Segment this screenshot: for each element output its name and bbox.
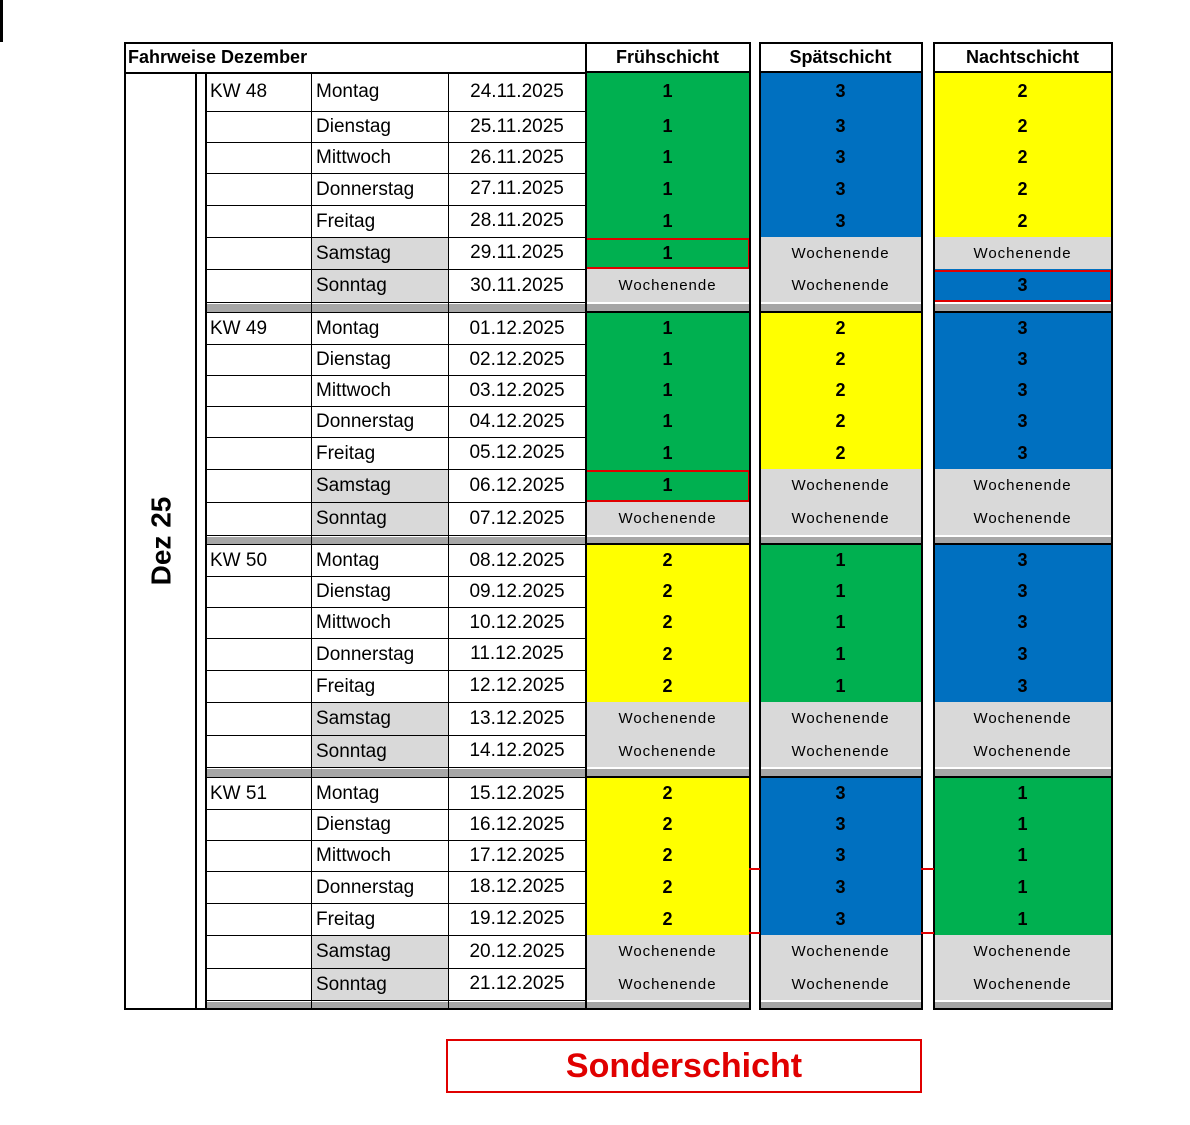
date-cell: 28.11.2025 [470,210,564,231]
weekday-name: Sonntag [312,503,448,535]
special-mark [749,932,760,934]
weekday-name: Sonntag [312,270,448,302]
shift-team: 2 [586,638,749,670]
date-cell: 15.12.2025 [469,782,565,804]
date-cell: 25.11.2025 [470,115,564,137]
kw-label: KW 48 [210,80,268,102]
shift-team: 3 [934,269,1111,302]
shift-team: 1 [760,638,921,670]
shift-team: 3 [934,670,1111,702]
shift-weekend: Wochenende [586,735,749,767]
date-cell: 17.12.2025 [469,844,565,866]
grid-line [760,71,923,73]
kw-label: KW 49 [210,317,268,339]
shift-team: 3 [760,840,921,871]
shift-team: 3 [934,375,1111,406]
date-cell: 01.12.2025 [469,317,565,339]
grid-line [934,776,1111,778]
shift-team: 3 [760,903,921,935]
grid-line [311,72,312,1010]
date-cell: 21.12.2025 [469,973,565,994]
date-cell: 08.12.2025 [469,549,565,571]
date-cell: 14.12.2025 [469,740,565,761]
corner-mark [0,0,3,42]
grid-line [586,1008,751,1010]
grid-line [585,42,587,1010]
weekday-name: Donnerstag [312,407,448,437]
weekday-name: Freitag [312,206,448,237]
shift-team: 2 [586,576,749,607]
shift-team: 3 [934,638,1111,670]
shift-team: 3 [760,809,921,840]
month-label-text: Dez 25 [145,496,176,586]
row-line [206,1000,586,1001]
kw-label: KW 50 [210,549,268,571]
grid-line [934,42,1113,44]
date-cell: 02.12.2025 [469,348,565,370]
weekday-name: Mittwoch [312,608,448,638]
weekday-name: Mittwoch [312,376,448,406]
month-label [124,72,198,1010]
shift-team: 3 [760,111,921,142]
header-nachtschicht: Nachtschicht [965,46,1080,67]
shift-team: 2 [760,406,921,437]
week-separator [760,304,921,311]
shift-team: 1 [934,809,1111,840]
grid-line [749,42,751,1010]
week-separator [760,769,921,776]
weekday-name: Donnerstag [312,174,448,205]
grid-line [206,544,586,545]
shift-team: 3 [934,576,1111,607]
grid-line [760,311,921,313]
weekday-name: Dienstag [312,577,448,607]
date-cell: 16.12.2025 [469,813,565,835]
grid-line [760,42,923,44]
date-cell: 07.12.2025 [469,507,565,529]
shift-team: 2 [934,142,1111,173]
grid-line [586,71,751,73]
weekday-name: Freitag [312,671,448,702]
grid-line [448,72,449,1010]
shift-team: 2 [586,670,749,702]
shift-team: 3 [760,173,921,205]
shift-team: 2 [586,778,749,809]
weekday-name: Mittwoch [312,841,448,871]
shift-team: 1 [760,545,921,576]
shift-team: 3 [760,72,921,111]
grid-line [586,543,749,545]
shift-team: 2 [586,840,749,871]
grid-line [934,1008,1113,1010]
week-separator [586,304,749,311]
grid-line [921,42,923,1010]
weekday-name: Sonntag [312,969,448,1000]
row-line [206,302,586,303]
date-cell: 11.12.2025 [470,643,564,664]
grid-line [760,543,921,545]
shift-weekend: Wochenende [934,502,1111,535]
shift-team: 3 [934,545,1111,576]
grid-line [760,1008,923,1010]
special-mark [921,932,934,934]
shift-team: 1 [586,72,749,111]
special-mark [921,868,934,870]
weekday-name: Sonntag [312,736,448,767]
grid-line [205,72,207,1010]
shift-weekend: Wochenende [760,968,921,1000]
shift-team: 1 [934,871,1111,903]
row-line [206,767,586,768]
shift-team: 2 [760,344,921,375]
shift-team: 1 [586,111,749,142]
date-cell: 26.11.2025 [470,146,564,168]
weekday-name: Samstag [312,936,448,968]
shift-team: 2 [586,903,749,935]
date-cell: 18.12.2025 [469,876,565,897]
grid-line [933,42,935,1010]
shift-team: 2 [934,173,1111,205]
shift-team: 1 [586,437,749,469]
shift-team: 2 [586,607,749,638]
grid-line [586,42,751,44]
date-cell: 03.12.2025 [469,379,565,401]
shift-team: 1 [934,840,1111,871]
shift-team: 3 [934,406,1111,437]
weekday-name: Donnerstag [312,872,448,903]
weekday-name: Samstag [312,703,448,735]
date-cell: 20.12.2025 [469,940,565,962]
shift-weekend: Wochenende [760,269,921,302]
grid-line [586,311,749,313]
shift-team: 2 [934,205,1111,237]
shift-weekend: Wochenende [586,502,749,535]
shift-team: 1 [586,205,749,237]
shift-team: 2 [760,313,921,344]
shift-team: 1 [586,469,749,502]
shift-weekend: Wochenende [934,935,1111,968]
date-cell: 29.11.2025 [470,242,564,263]
date-cell: 24.11.2025 [470,80,564,102]
shift-team: 3 [760,871,921,903]
header-fruehschicht: Frühschicht [615,46,719,67]
shift-team: 3 [760,778,921,809]
week-separator [934,304,1111,311]
weekday-name: Donnerstag [312,639,448,670]
row-line [206,535,586,536]
shift-team: 1 [760,607,921,638]
shift-team: 1 [760,670,921,702]
table-top-border [124,42,586,44]
weekday-name: Freitag [312,438,448,469]
week-separator [934,769,1111,776]
date-cell: 12.12.2025 [469,675,565,696]
shift-weekend: Wochenende [934,702,1111,735]
shift-weekend: Wochenende [760,735,921,767]
shift-team: 3 [934,344,1111,375]
grid-line [760,776,921,778]
date-cell: 05.12.2025 [469,442,565,463]
grid-line [934,543,1111,545]
shift-team: 1 [586,237,749,269]
shift-team: 2 [934,72,1111,111]
shift-weekend: Wochenende [586,269,749,302]
date-cell: 09.12.2025 [469,580,565,602]
week-separator [586,769,749,776]
shift-team: 2 [760,375,921,406]
weekday-name: Montag [312,779,448,809]
shift-weekend: Wochenende [760,935,921,968]
kw-label: KW 51 [210,782,268,804]
shift-weekend: Wochenende [760,502,921,535]
date-cell: 04.12.2025 [469,410,565,432]
shift-team: 3 [934,313,1111,344]
date-cell: 10.12.2025 [469,611,565,633]
shift-team: 1 [586,375,749,406]
grid-line [1111,42,1113,1010]
shift-team: 1 [760,576,921,607]
table-title: Fahrweise Dezember [128,46,308,67]
shift-team: 2 [934,111,1111,142]
shift-team: 2 [586,809,749,840]
date-cell: 06.12.2025 [469,474,565,496]
legend-special-shift [446,1039,922,1093]
date-cell: 30.11.2025 [470,274,564,296]
shift-weekend: Wochenende [586,935,749,968]
shift-team: 2 [586,871,749,903]
shift-team: 1 [586,173,749,205]
weekday-name: Samstag [312,470,448,502]
grid-line [206,777,586,778]
shift-weekend: Wochenende [934,237,1111,269]
grid-line [206,312,586,313]
legend-label: Sonderschicht [565,1046,803,1085]
weekday-name: Montag [312,546,448,576]
shift-team: 3 [934,607,1111,638]
weekday-name: Montag [312,314,448,344]
shift-team: 2 [760,437,921,469]
date-cell: 27.11.2025 [470,178,564,199]
shift-team: 3 [934,437,1111,469]
shift-weekend: Wochenende [586,702,749,735]
date-cell: 19.12.2025 [469,908,565,929]
shift-team: 1 [934,903,1111,935]
shift-team: 1 [586,142,749,173]
shift-team: 1 [586,406,749,437]
weekday-name: Freitag [312,904,448,935]
shift-weekend: Wochenende [934,968,1111,1000]
weekday-name: Dienstag [312,345,448,375]
shift-weekend: Wochenende [586,968,749,1000]
grid-line [759,42,761,1010]
grid-line [934,311,1111,313]
shift-weekend: Wochenende [760,237,921,269]
shift-weekend: Wochenende [934,735,1111,767]
shift-team: 1 [934,778,1111,809]
shift-team: 3 [760,205,921,237]
grid-line [586,776,749,778]
date-cell: 13.12.2025 [469,707,565,729]
weekday-name: Dienstag [312,810,448,840]
weekday-name: Samstag [312,238,448,269]
shift-team: 3 [760,142,921,173]
shift-team: 1 [586,313,749,344]
weekday-name: Montag [312,73,448,111]
shift-team: 1 [586,344,749,375]
header-spaetschicht: Spätschicht [789,46,892,67]
grid-line [934,71,1113,73]
shift-weekend: Wochenende [934,469,1111,502]
shift-weekend: Wochenende [760,702,921,735]
shift-team: 2 [586,545,749,576]
shift-weekend: Wochenende [760,469,921,502]
special-mark [749,868,760,870]
weekday-name: Dienstag [312,112,448,142]
weekday-name: Mittwoch [312,143,448,173]
